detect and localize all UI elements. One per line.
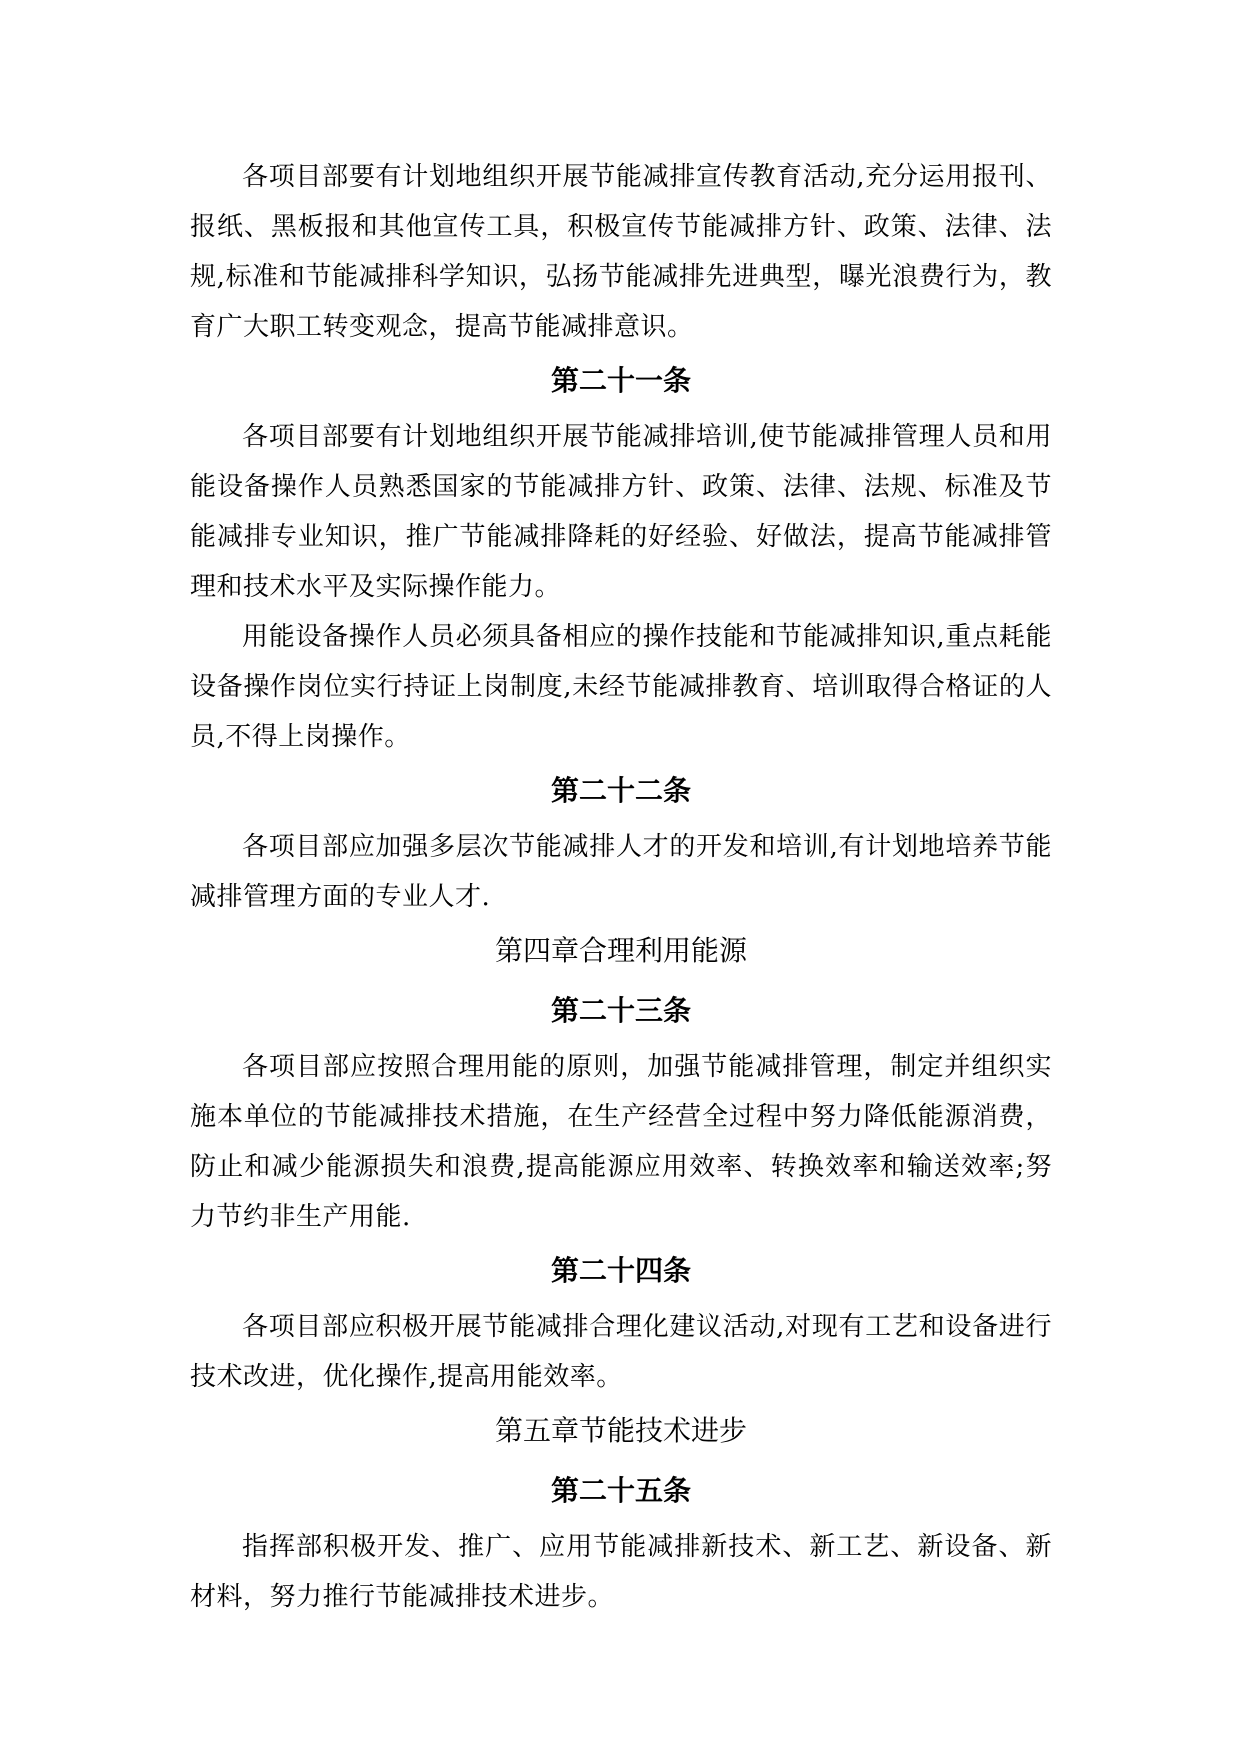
paragraph-talent: 各项目部应加强多层次节能减排人才的开发和培训,有计划地培养节能减排管理方面的专业人才. [190,832,1052,912]
article-24-heading: 第二十四条 [550,1254,691,1287]
article-21-heading: 第二十一条 [550,364,691,397]
document-page [190,152,1052,1622]
chapter-4-heading: 第四章合理利用能源 [494,934,747,967]
chapter-5-heading: 第五章节能技术进步 [494,1414,747,1447]
article-22-heading: 第二十二条 [550,774,691,807]
article-23-heading: 第二十三条 [550,994,691,1027]
paragraph-propaganda: 各项目部要有计划地组织开展节能减排宣传教育活动,充分运用报刊、报纸、黑板报和其他宣传工具，积极宣传节能减排方针、政策、法律、法规,标准和节能减排科学知识，弘扬节能减排先进典型，曝光浪费行为，教育广大职工转变观念，提高节能减排意识。 [190,162,1052,342]
paragraph-training: 各项目部要有计划地组织开展节能减排培训,使节能减排管理人员和用能设备操作人员熟悉国家的节能减排方针、政策、法律、法规、标准及节能减排专业知识，推广节能减排降耗的好经验、好做法，提高节能减排管理和技术水平及实际操作能力。 [190,422,1052,602]
paragraph-suggestions: 各项目部应积极开展节能减排合理化建议活动,对现有工艺和设备进行技术改进，优化操作,提高用能效率。 [190,1312,1052,1392]
paragraph-technology-progress: 指挥部积极开发、推广、应用节能减排新技术、新工艺、新设备、新材料，努力推行节能减排技术进步。 [190,1532,1052,1612]
article-25-heading: 第二十五条 [550,1474,691,1507]
paragraph-operator-certification: 用能设备操作人员必须具备相应的操作技能和节能减排知识,重点耗能设备操作岗位实行持证上岗制度,未经节能减排教育、培训取得合格证的人员,不得上岗操作。 [190,622,1052,752]
paragraph-rational-energy-use: 各项目部应按照合理用能的原则，加强节能减排管理，制定并组织实施本单位的节能减排技术措施，在生产经营全过程中努力降低能源消费，防止和减少能源损失和浪费,提高能源应用效率、转换效率和输送效率;努力节约非生产用能. [190,1052,1052,1232]
